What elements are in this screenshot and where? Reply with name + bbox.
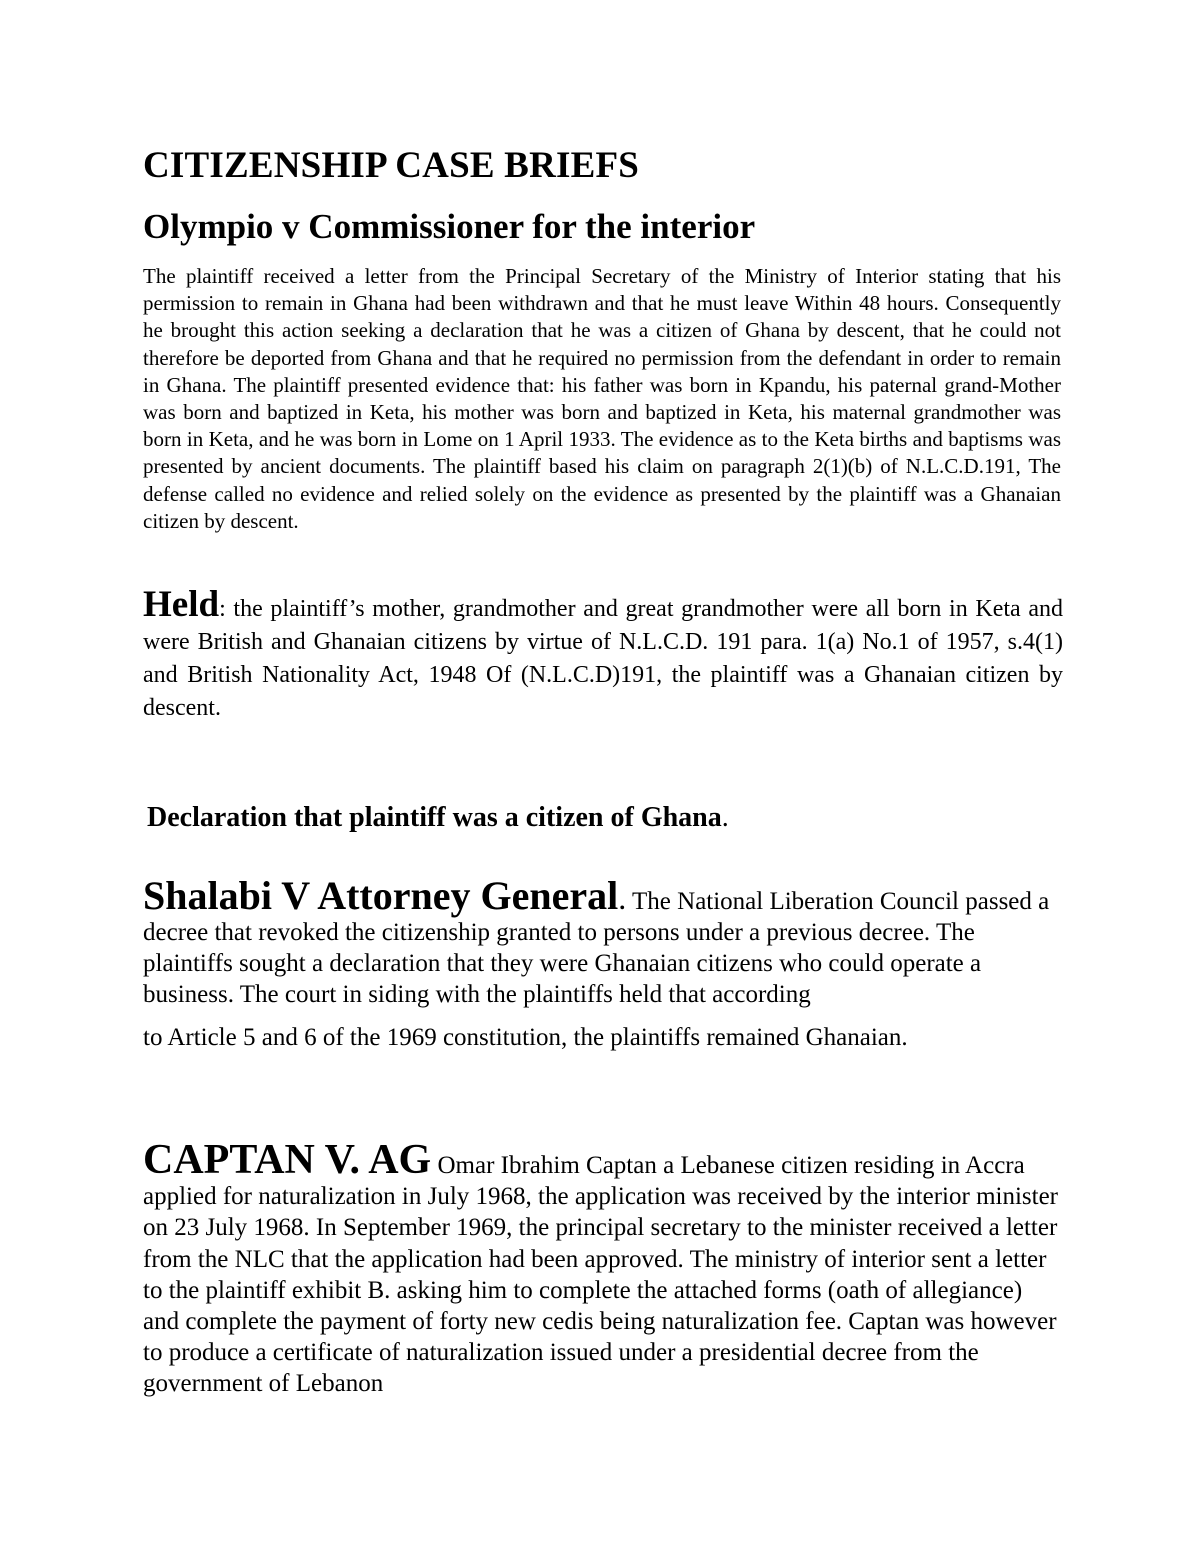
case-text-shalabi-conclusion: to Article 5 and 6 of the 1969 constitution, the plaintiffs remained Ghanaian. xyxy=(143,1024,908,1051)
held-label: Held xyxy=(143,584,220,625)
declaration-text: Declaration that plaintiff was a citizen of Ghana xyxy=(147,802,722,833)
case-heading-shalabi: Shalabi V Attorney General xyxy=(143,873,619,918)
case-brief-shalabi xyxy=(143,873,1063,1053)
case-heading-captan: CAPTAN V. AG xyxy=(143,1137,432,1183)
declaration-olympio xyxy=(147,800,1067,836)
case-facts-olympio: The plaintiff received a letter from the Principal Secretary of the Ministry of Interior stating that his permission to remain in Ghana had been withdrawn and that he must leave Within 48 hours. Consequently he brought this action seeking a declaration that he was a citizen of Ghana by descent, that he could not therefore be deported from Ghana and that he required no permission from the defendant in order to remain in Ghana. The plaintiff presented evidence that: his father was born in Kpandu, his paternal grand-Mother was born and baptized in Keta, his mother was born and baptized in Keta, his maternal grandmother was born in Keta, and he was born in Lome on 1 April 1933. The evidence as to the Keta births and baptisms was presented by ancient documents. The plaintiff based his claim on paragraph 2(1)(b) of N.L.C.D.191, The defense called no evidence and relied solely on the evidence as presented by the plaintiff was a Ghanaian citizen by descent. xyxy=(143,264,1061,533)
case-brief-captan xyxy=(143,1137,1063,1400)
held-paragraph-olympio xyxy=(143,584,1063,725)
case-text-captan: Omar Ibrahim Captan a Lebanese citizen residing in Accra applied for naturalization in July 1968, the application was received by the interior minister on 23 July 1968. In September 1969, the principal secretary to the minister received a letter from the NLC that the application had been approved. The ministry of interior sent a letter to the plaintiff exhibit B. asking him to complete the attached forms (oath of allegiance) and complete the payment of forty new cedis being naturalization fee. Captan was however to produce a certificate of naturalization issued under a presidential decree from the government of Lebanon xyxy=(143,1152,1059,1398)
declaration-period: . xyxy=(721,802,729,833)
held-text: the plaintiff’s mother, grandmother and great grandmother were all born in Keta and were British and Ghanaian citizens by virtue of N.L.C.D. 191 para. 1(a) No.1 of 1957, s.4(1) and British Nationality Act, 1948 Of (N.L.C.D)191, the plaintiff was a Ghanaian citizen by descent. xyxy=(143,596,1063,721)
case-heading-period: . xyxy=(618,880,627,916)
document-title: CITIZENSHIP CASE BRIEFS xyxy=(143,145,640,186)
held-colon: : xyxy=(219,596,226,622)
case-heading-olympio: Olympio v Commissioner for the interior xyxy=(143,207,756,246)
case-text-shalabi: The National Liberation Council passed a decree that revoked the citizenship granted to persons under a previous decree. The plaintiffs sought a declaration that they were Ghanaian citizens who could operate a business. The court in siding with the plaintiffs held that according xyxy=(143,888,1050,1008)
